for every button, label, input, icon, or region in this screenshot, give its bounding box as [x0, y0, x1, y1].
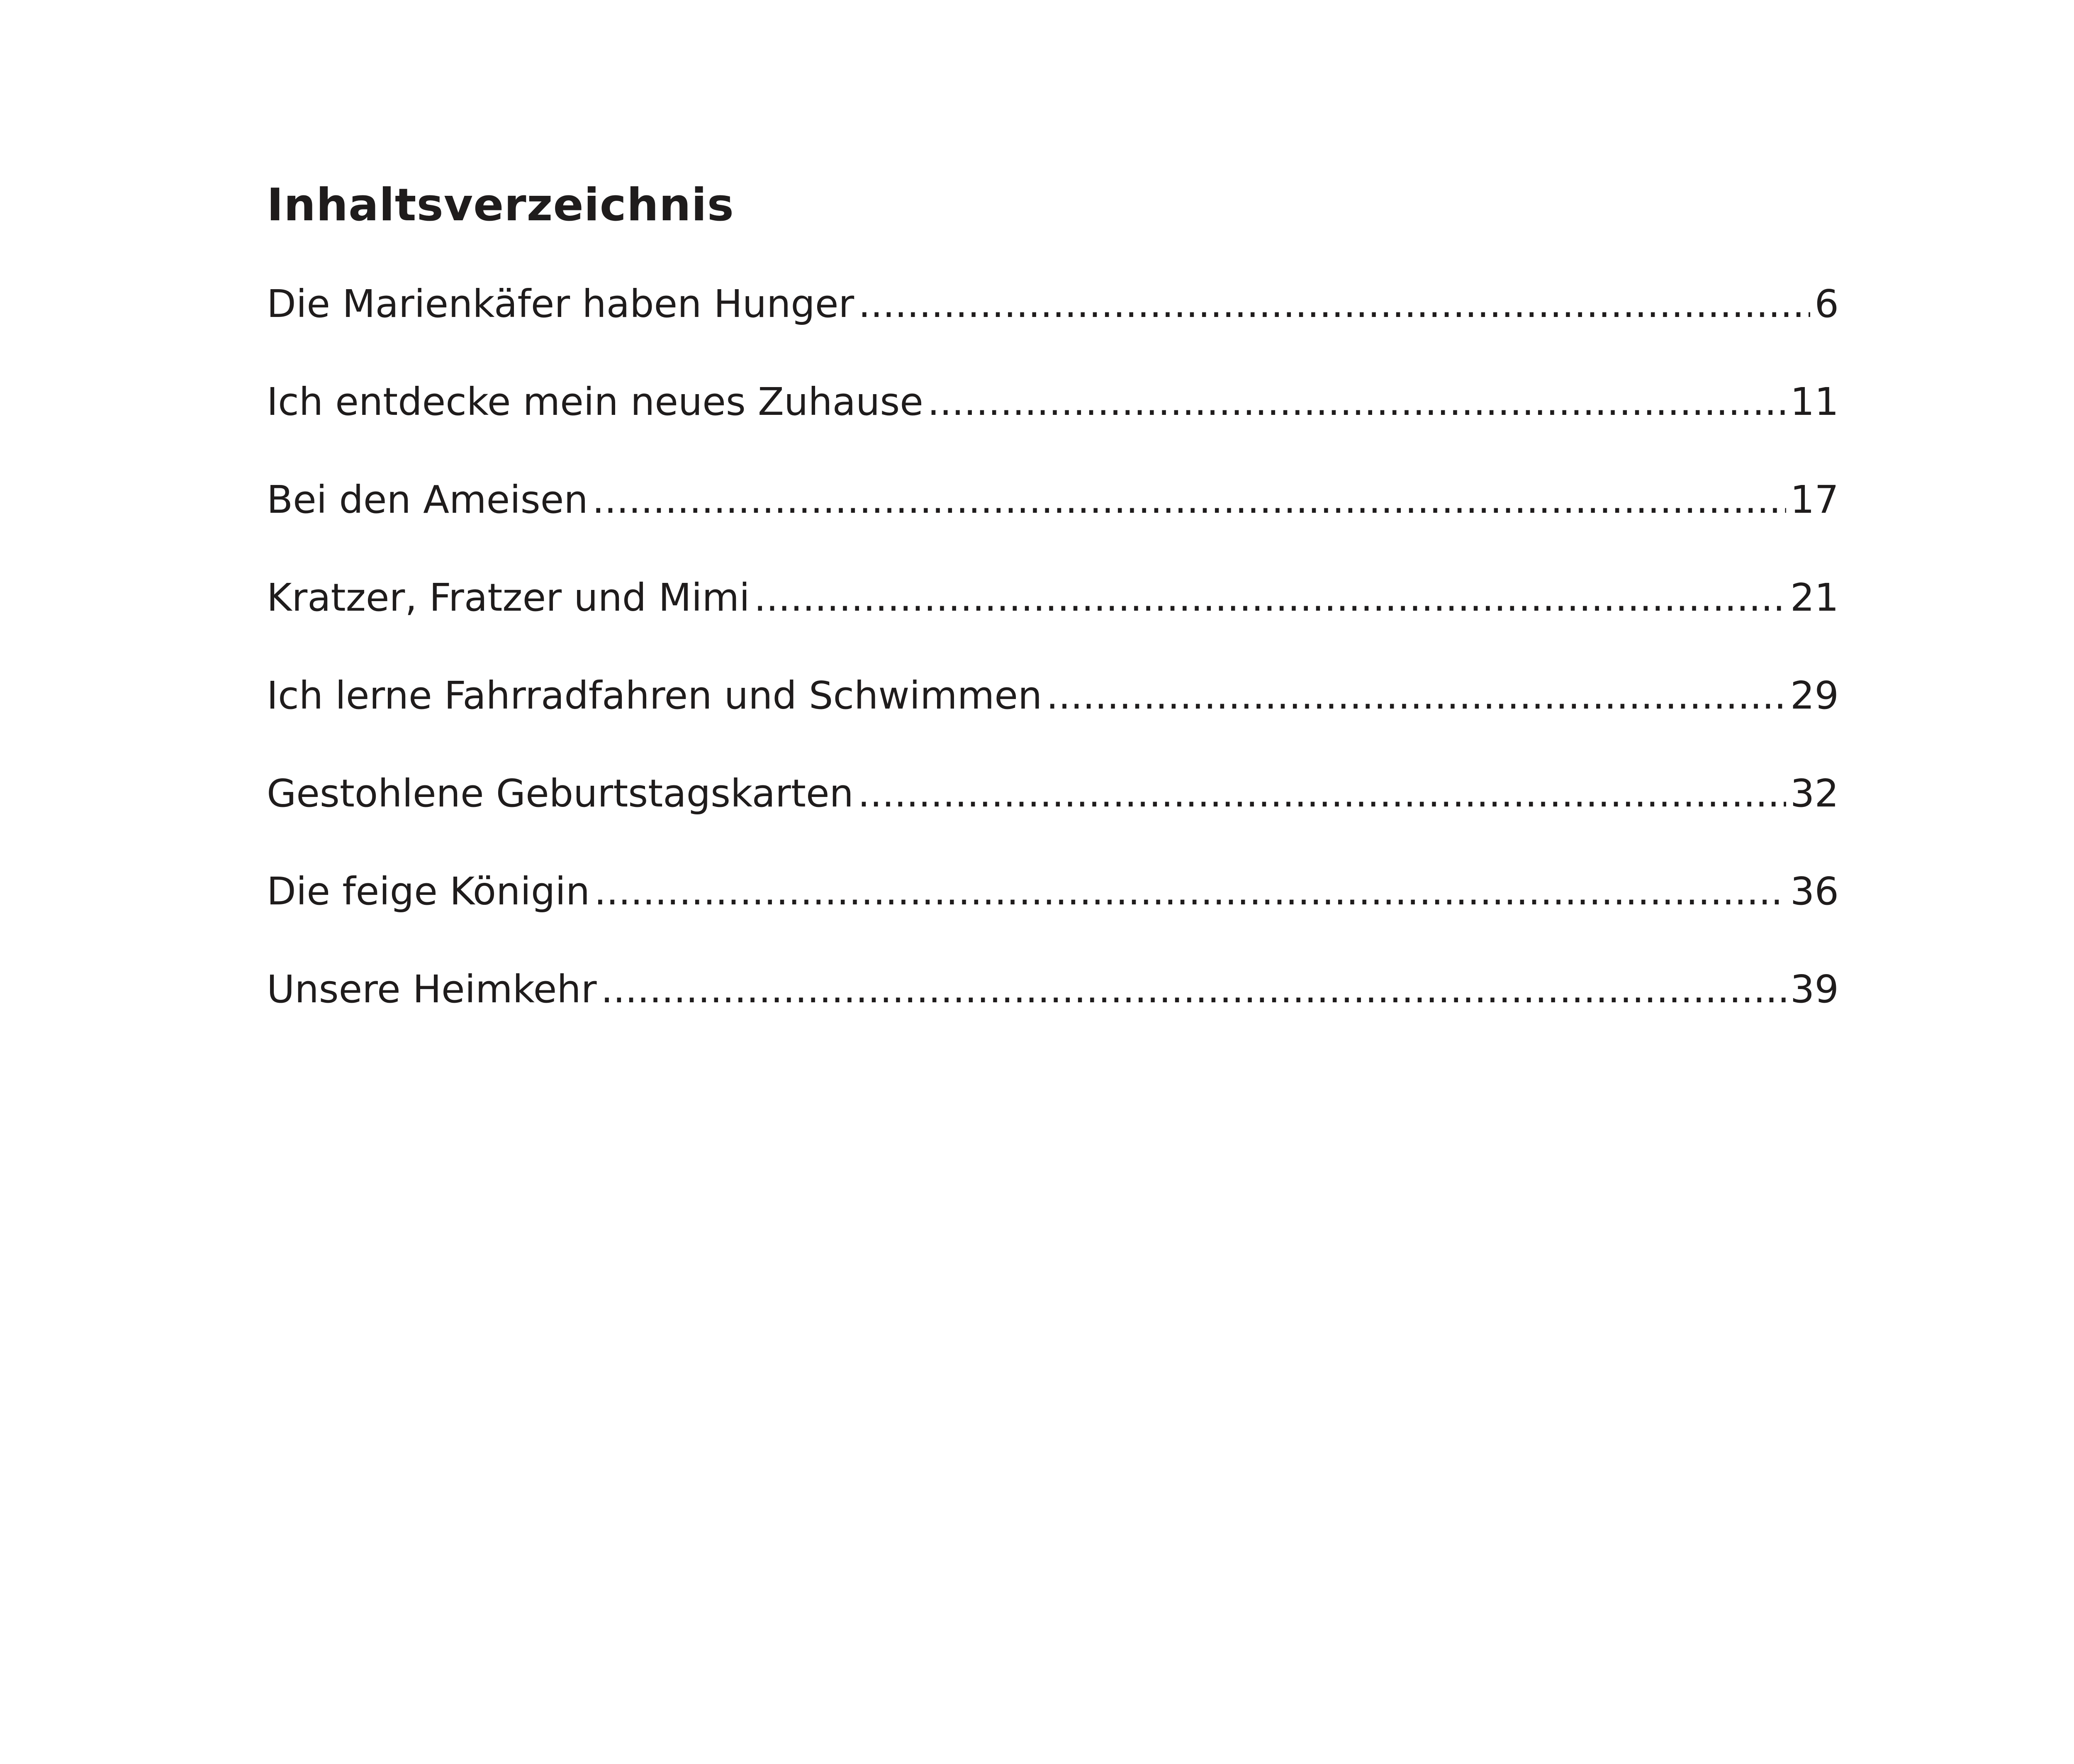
entry-page-number: 11	[1790, 380, 1839, 424]
dot-leader	[858, 255, 1810, 353]
dot-leader	[592, 451, 1786, 549]
entry-title: Unsere Heimkehr	[267, 967, 597, 1011]
dot-leader	[754, 549, 1786, 647]
toc-entry	[267, 255, 1839, 353]
dot-leader	[1046, 647, 1786, 745]
table-of-contents	[267, 166, 1839, 1038]
toc-entry	[267, 647, 1839, 745]
toc-entry	[267, 940, 1839, 1038]
dot-leader	[594, 843, 1786, 940]
toc-entry	[267, 843, 1839, 940]
toc-entry	[267, 745, 1839, 843]
dot-leader	[858, 745, 1786, 843]
toc-heading: Inhaltsverzeichnis	[267, 179, 734, 231]
entry-page-number: 32	[1790, 771, 1839, 816]
entry-title: Ich entdecke mein neues Zuhause	[267, 380, 923, 424]
entry-page-number: 39	[1790, 967, 1839, 1011]
entry-page-number: 29	[1790, 673, 1839, 718]
entry-title: Die Marienkäfer haben Hunger	[267, 282, 854, 326]
dot-leader	[927, 353, 1786, 451]
entry-page-number: 36	[1790, 869, 1839, 914]
entry-title: Bei den Ameisen	[267, 478, 588, 522]
toc-entry	[267, 353, 1839, 451]
entry-page-number: 21	[1790, 575, 1839, 620]
toc-entry	[267, 451, 1839, 549]
toc-list	[267, 255, 1839, 1038]
toc-entry	[267, 549, 1839, 647]
entry-title: Kratzer, Fratzer und Mimi	[267, 575, 750, 620]
entry-page-number: 6	[1814, 282, 1839, 326]
entry-page-number: 17	[1790, 478, 1839, 522]
dot-leader	[601, 940, 1786, 1038]
entry-title: Die feige Königin	[267, 869, 590, 914]
entry-title: Gestohlene Geburtstagskarten	[267, 771, 854, 816]
entry-title: Ich lerne Fahrradfahren und Schwimmen	[267, 673, 1042, 718]
